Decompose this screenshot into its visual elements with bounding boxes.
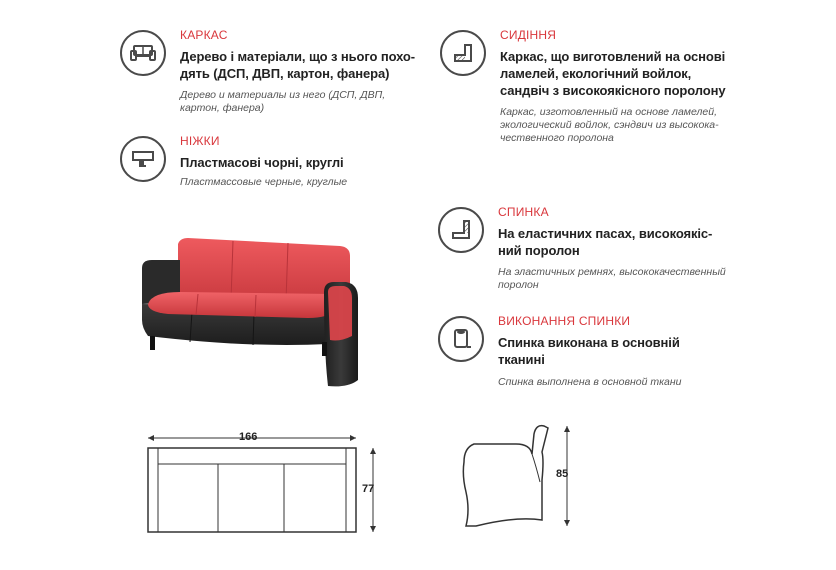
back-finish-description-ru: Спинка выполнена в основной ткани bbox=[498, 376, 682, 385]
side-height-label: 85 bbox=[556, 468, 569, 480]
fabric-roll-icon bbox=[438, 316, 484, 362]
back-category: СПИНКА bbox=[498, 205, 549, 219]
frame-category: КАРКАС bbox=[180, 28, 228, 42]
front-dimension-diagram bbox=[140, 426, 390, 536]
seat-description-ru: Каркас, изготовленный на основе ламелей, экологический войлок, сэндвич из высокока- чественного поролона bbox=[500, 106, 719, 144]
backrest-icon bbox=[438, 207, 484, 253]
back-description-ru: На эластичных ремнях, высококачественный поролон bbox=[498, 266, 726, 291]
height-label: 77 bbox=[362, 483, 375, 495]
frame-description: Дерево і матеріали, що з нього похо- дять (ДСП, ДВП, картон, фанера) bbox=[180, 49, 415, 81]
legs-description: Пластмасові чорні, круглі bbox=[180, 155, 344, 170]
legs-category: НІЖКИ bbox=[180, 134, 220, 148]
legs-description-ru: Пластмассовые черные, круглые bbox=[180, 176, 348, 188]
leg-icon bbox=[120, 136, 166, 182]
sofa-image bbox=[128, 232, 360, 390]
back-finish-category: ВИКОНАННЯ СПИНКИ bbox=[498, 314, 631, 328]
sofa-icon bbox=[120, 30, 166, 76]
seat-icon bbox=[440, 30, 486, 76]
back-finish-description: Спинка виконана в основній тканині bbox=[498, 335, 680, 367]
back-description: На еластичних пасах, високоякіс- ний поролон bbox=[498, 226, 713, 258]
frame-description-ru: Дерево и материалы из него (ДСП, ДВП, картон, фанера) bbox=[180, 89, 386, 114]
seat-category: СИДІННЯ bbox=[500, 28, 557, 42]
seat-description: Каркас, що виготовлений на основі ламелей, екологічний войлок, сандвіч з високоякісного поролону bbox=[500, 49, 726, 98]
width-label: 166 bbox=[239, 431, 258, 443]
